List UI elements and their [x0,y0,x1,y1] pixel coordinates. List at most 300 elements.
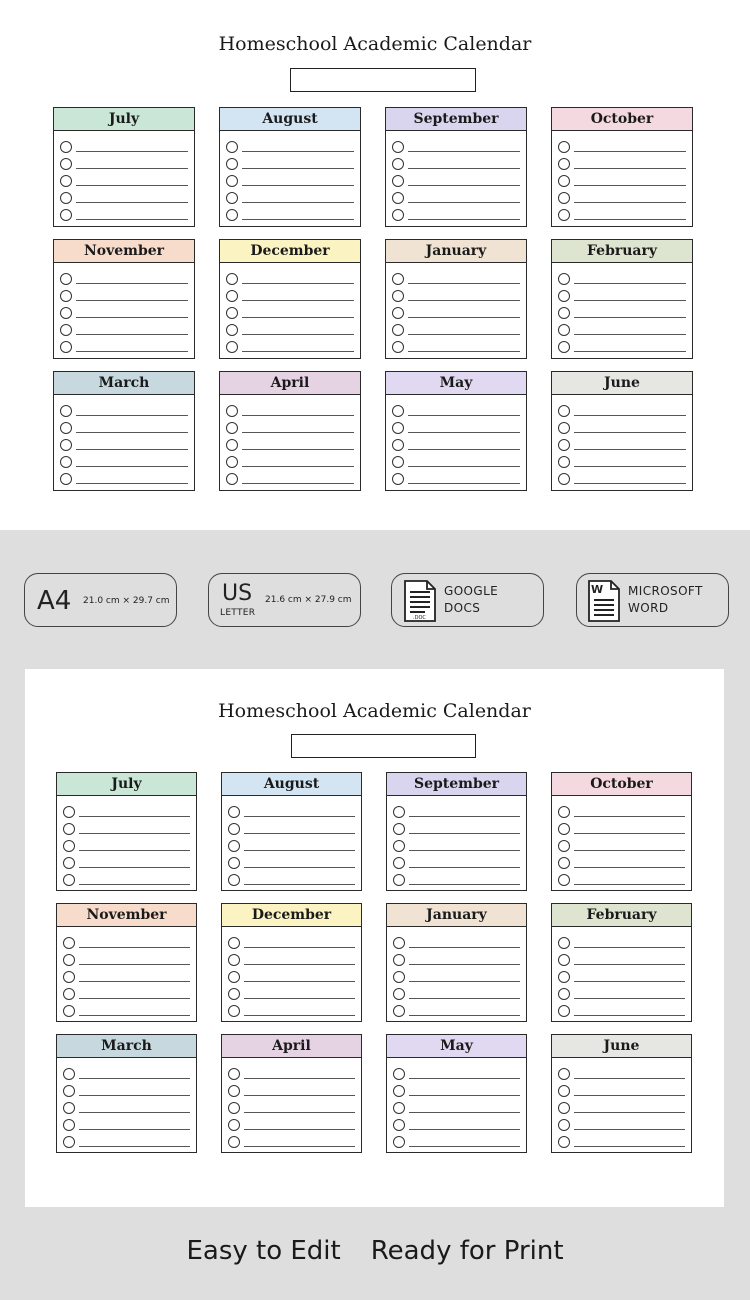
write-line[interactable] [408,334,520,335]
write-line[interactable] [76,219,188,220]
checkbox-circle-icon[interactable] [558,473,570,485]
checkbox-circle-icon[interactable] [558,1102,570,1114]
write-line[interactable] [76,415,188,416]
write-line[interactable] [76,300,188,301]
checkbox-circle-icon[interactable] [558,988,570,1000]
write-line[interactable] [574,415,686,416]
checkbox-circle-icon[interactable] [63,1068,75,1080]
checkbox-circle-icon[interactable] [392,341,404,353]
checkbox-circle-icon[interactable] [228,1005,240,1017]
checkbox-circle-icon[interactable] [63,840,75,852]
write-line[interactable] [574,317,686,318]
checkbox-circle-icon[interactable] [60,439,72,451]
checkbox-circle-icon[interactable] [558,405,570,417]
task-row [558,138,686,155]
task-row [558,803,685,820]
write-line[interactable] [574,981,685,982]
write-line[interactable] [408,185,520,186]
write-line[interactable] [242,219,354,220]
task-row [558,1134,685,1151]
checkbox-circle-icon[interactable] [393,1085,405,1097]
write-line[interactable] [79,816,190,817]
checkbox-circle-icon[interactable] [392,158,404,170]
write-line[interactable] [574,947,685,948]
task-row [558,419,686,436]
checkbox-circle-icon[interactable] [228,954,240,966]
checkbox-circle-icon[interactable] [60,324,72,336]
checkbox-circle-icon[interactable] [226,290,238,302]
write-line[interactable] [408,432,520,433]
write-line[interactable] [76,449,188,450]
task-list [552,927,691,1020]
task-list [57,796,196,889]
checkbox-circle-icon[interactable] [558,456,570,468]
checkbox-circle-icon[interactable] [60,456,72,468]
write-line[interactable] [408,351,520,352]
checkbox-circle-icon[interactable] [228,1119,240,1131]
task-row [228,1082,355,1099]
checkbox-circle-icon[interactable] [558,141,570,153]
task-row [558,1117,685,1134]
write-line[interactable] [574,185,686,186]
checkbox-circle-icon[interactable] [558,290,570,302]
checkbox-circle-icon[interactable] [228,1068,240,1080]
checkbox-circle-icon[interactable] [60,141,72,153]
task-row [558,1082,685,1099]
checkbox-circle-icon[interactable] [558,1005,570,1017]
write-line[interactable] [409,981,520,982]
write-line[interactable] [79,981,190,982]
checkbox-circle-icon[interactable] [226,209,238,221]
write-line[interactable] [408,151,520,152]
checkbox-circle-icon[interactable] [60,192,72,204]
task-row [60,138,188,155]
write-line[interactable] [574,816,685,817]
write-line[interactable] [242,185,354,186]
checkbox-circle-icon[interactable] [392,405,404,417]
task-row [228,820,355,837]
month-name: August [222,773,361,796]
task-row [60,322,188,339]
task-list [220,263,360,356]
checkbox-circle-icon[interactable] [392,307,404,319]
write-line[interactable] [79,833,190,834]
checkbox-circle-icon[interactable] [226,158,238,170]
checkbox-circle-icon[interactable] [228,1085,240,1097]
write-line[interactable] [244,981,355,982]
write-line[interactable] [409,884,520,885]
write-line[interactable] [574,1078,685,1079]
checkbox-circle-icon[interactable] [392,192,404,204]
checkbox-circle-icon[interactable] [60,273,72,285]
write-line[interactable] [76,317,188,318]
checkbox-circle-icon[interactable] [558,1085,570,1097]
month-card [56,772,197,891]
checkbox-circle-icon[interactable] [60,473,72,485]
write-line[interactable] [79,1129,190,1130]
write-line[interactable] [574,351,686,352]
month-name: February [552,240,692,263]
task-row [558,339,686,356]
write-line[interactable] [76,202,188,203]
checkbox-circle-icon[interactable] [558,158,570,170]
write-line[interactable] [409,1129,520,1130]
write-line[interactable] [244,1095,355,1096]
write-line[interactable] [408,317,520,318]
write-line[interactable] [76,151,188,152]
write-line[interactable] [574,432,686,433]
task-row [226,304,354,321]
checkbox-circle-icon[interactable] [558,209,570,221]
write-line[interactable] [244,850,355,851]
write-line[interactable] [79,850,190,851]
checkbox-circle-icon[interactable] [228,823,240,835]
write-line[interactable] [76,432,188,433]
write-line[interactable] [409,1095,520,1096]
checkbox-circle-icon[interactable] [558,1068,570,1080]
write-line[interactable] [79,884,190,885]
write-line[interactable] [244,1146,355,1147]
checkbox-circle-icon[interactable] [60,307,72,319]
checkbox-circle-icon[interactable] [226,439,238,451]
checkbox-circle-icon[interactable] [226,324,238,336]
write-line[interactable] [408,168,520,169]
checkbox-circle-icon[interactable] [558,806,570,818]
checkbox-circle-icon[interactable] [60,290,72,302]
month-card [385,107,527,227]
month-card [551,371,693,491]
write-line[interactable] [408,219,520,220]
checkbox-circle-icon[interactable] [393,1102,405,1114]
checkbox-circle-icon[interactable] [63,1102,75,1114]
write-line[interactable] [409,867,520,868]
calendar-preview-top [0,0,750,530]
write-line[interactable] [574,483,686,484]
write-line[interactable] [76,483,188,484]
checkbox-circle-icon[interactable] [226,405,238,417]
month-card [551,772,692,891]
write-line[interactable] [574,300,686,301]
checkbox-circle-icon[interactable] [228,840,240,852]
checkbox-circle-icon[interactable] [558,954,570,966]
write-line[interactable] [574,449,686,450]
task-row [228,837,355,854]
checkbox-circle-icon[interactable] [558,823,570,835]
checkbox-circle-icon[interactable] [63,937,75,949]
write-line[interactable] [244,998,355,999]
task-row [60,339,188,356]
checkbox-circle-icon[interactable] [226,422,238,434]
checkbox-circle-icon[interactable] [392,175,404,187]
checkbox-circle-icon[interactable] [392,290,404,302]
write-line[interactable] [244,1078,355,1079]
write-line[interactable] [244,964,355,965]
checkbox-circle-icon[interactable] [63,971,75,983]
checkbox-circle-icon[interactable] [63,857,75,869]
checkbox-circle-icon[interactable] [226,273,238,285]
checkbox-circle-icon[interactable] [558,971,570,983]
checkbox-circle-icon[interactable] [393,1068,405,1080]
write-line[interactable] [79,1095,190,1096]
write-line[interactable] [574,151,686,152]
task-row [226,471,354,488]
checkbox-circle-icon[interactable] [392,456,404,468]
write-line[interactable] [244,833,355,834]
calendar-title: Homeschool Academic Calendar [218,33,532,55]
checkbox-circle-icon[interactable] [558,273,570,285]
write-line[interactable] [242,283,354,284]
task-row [393,872,520,889]
checkbox-circle-icon[interactable] [226,175,238,187]
checkbox-circle-icon[interactable] [393,1136,405,1148]
write-line[interactable] [242,466,354,467]
write-line[interactable] [79,1078,190,1079]
checkbox-circle-icon[interactable] [558,192,570,204]
task-row [63,968,190,985]
checkbox-circle-icon[interactable] [392,141,404,153]
checkbox-circle-icon[interactable] [392,273,404,285]
write-line[interactable] [574,1015,685,1016]
write-line[interactable] [244,816,355,817]
checkbox-circle-icon[interactable] [558,341,570,353]
task-row [226,454,354,471]
checkbox-circle-icon[interactable] [226,456,238,468]
write-line[interactable] [574,283,686,284]
write-line[interactable] [574,168,686,169]
write-line[interactable] [76,168,188,169]
checkbox-circle-icon[interactable] [63,874,75,886]
checkbox-circle-icon[interactable] [393,857,405,869]
write-line[interactable] [79,964,190,965]
checkbox-circle-icon[interactable] [558,324,570,336]
checkbox-circle-icon[interactable] [393,937,405,949]
checkbox-circle-icon[interactable] [558,422,570,434]
write-line[interactable] [242,168,354,169]
write-line[interactable] [79,1015,190,1016]
checkbox-circle-icon[interactable] [393,823,405,835]
write-line[interactable] [574,998,685,999]
checkbox-circle-icon[interactable] [392,324,404,336]
task-list [552,131,692,224]
write-line[interactable] [408,466,520,467]
checkbox-circle-icon[interactable] [558,307,570,319]
checkbox-circle-icon[interactable] [558,857,570,869]
checkbox-circle-icon[interactable] [393,954,405,966]
write-line[interactable] [409,1015,520,1016]
month-card [551,1034,692,1153]
task-list [57,927,196,1020]
year-input-box[interactable] [290,68,476,92]
write-line[interactable] [409,833,520,834]
checkbox-circle-icon[interactable] [393,1119,405,1131]
write-line[interactable] [409,816,520,817]
write-line[interactable] [242,351,354,352]
checkbox-circle-icon[interactable] [60,158,72,170]
task-row [63,855,190,872]
task-row [558,190,686,207]
month-card [56,903,197,1022]
write-line[interactable] [574,1112,685,1113]
checkbox-circle-icon[interactable] [393,806,405,818]
checkbox-circle-icon[interactable] [558,937,570,949]
task-row [228,934,355,951]
write-line[interactable] [79,867,190,868]
checkbox-circle-icon[interactable] [228,1136,240,1148]
write-line[interactable] [244,1129,355,1130]
write-line[interactable] [242,334,354,335]
write-line[interactable] [408,202,520,203]
checkbox-circle-icon[interactable] [60,405,72,417]
checkbox-circle-icon[interactable] [63,806,75,818]
checkbox-circle-icon[interactable] [393,988,405,1000]
checkbox-circle-icon[interactable] [60,209,72,221]
checkbox-circle-icon[interactable] [228,874,240,886]
task-row [558,855,685,872]
checkbox-circle-icon[interactable] [228,806,240,818]
write-line[interactable] [408,283,520,284]
us-label: US [222,581,253,606]
checkbox-circle-icon[interactable] [63,823,75,835]
write-line[interactable] [574,219,686,220]
checkbox-circle-icon[interactable] [392,209,404,221]
write-line[interactable] [574,850,685,851]
year-input-box[interactable] [291,734,476,758]
write-line[interactable] [76,185,188,186]
write-line[interactable] [242,432,354,433]
checkbox-circle-icon[interactable] [228,1102,240,1114]
calendar-preview-bottom [25,669,724,1207]
checkbox-circle-icon[interactable] [393,874,405,886]
write-line[interactable] [76,466,188,467]
month-card [219,107,361,227]
write-line[interactable] [409,947,520,948]
write-line[interactable] [408,449,520,450]
checkbox-circle-icon[interactable] [393,971,405,983]
write-line[interactable] [574,867,685,868]
task-row [393,986,520,1003]
task-row [228,1003,355,1020]
month-name: November [57,904,196,927]
write-line[interactable] [409,850,520,851]
task-row [558,402,686,419]
write-line[interactable] [244,1112,355,1113]
task-row [393,820,520,837]
checkbox-circle-icon[interactable] [226,141,238,153]
checkbox-circle-icon[interactable] [226,341,238,353]
task-row [558,837,685,854]
write-line[interactable] [574,884,685,885]
month-name: December [220,240,360,263]
task-row [558,934,685,951]
task-row [63,1082,190,1099]
write-line[interactable] [79,998,190,999]
write-line[interactable] [244,884,355,885]
task-row [226,207,354,224]
write-line[interactable] [574,833,685,834]
write-line[interactable] [242,300,354,301]
task-row [228,803,355,820]
checkbox-circle-icon[interactable] [226,307,238,319]
checkbox-circle-icon[interactable] [392,422,404,434]
checkbox-circle-icon[interactable] [60,422,72,434]
write-line[interactable] [242,202,354,203]
checkbox-circle-icon[interactable] [558,1119,570,1131]
write-line[interactable] [244,867,355,868]
task-row [228,872,355,889]
checkbox-circle-icon[interactable] [558,439,570,451]
checkbox-circle-icon[interactable] [228,971,240,983]
write-line[interactable] [242,449,354,450]
write-line[interactable] [244,1015,355,1016]
checkbox-circle-icon[interactable] [393,840,405,852]
task-row [392,419,520,436]
write-line[interactable] [408,300,520,301]
write-line[interactable] [408,483,520,484]
write-line[interactable] [244,947,355,948]
write-line[interactable] [574,1146,685,1147]
checkbox-circle-icon[interactable] [558,175,570,187]
checkbox-circle-icon[interactable] [393,1005,405,1017]
checkbox-circle-icon[interactable] [63,1005,75,1017]
task-row [558,820,685,837]
checkbox-circle-icon[interactable] [226,473,238,485]
write-line[interactable] [79,947,190,948]
write-line[interactable] [574,202,686,203]
write-line[interactable] [79,1146,190,1147]
write-line[interactable] [409,1112,520,1113]
checkbox-circle-icon[interactable] [63,1085,75,1097]
write-line[interactable] [76,334,188,335]
write-line[interactable] [574,964,685,965]
write-line[interactable] [242,415,354,416]
write-line[interactable] [574,466,686,467]
write-line[interactable] [242,483,354,484]
month-card [53,371,195,491]
a4-dimensions: 21.0 cm × 29.7 cm [83,596,170,606]
checkbox-circle-icon[interactable] [63,988,75,1000]
write-line[interactable] [76,351,188,352]
write-line[interactable] [409,1146,520,1147]
write-line[interactable] [574,1095,685,1096]
checkbox-circle-icon[interactable] [226,192,238,204]
checkbox-circle-icon[interactable] [228,937,240,949]
write-line[interactable] [76,283,188,284]
checkbox-circle-icon[interactable] [60,175,72,187]
checkbox-circle-icon[interactable] [558,1136,570,1148]
write-line[interactable] [242,317,354,318]
checkbox-circle-icon[interactable] [63,1119,75,1131]
write-line[interactable] [408,415,520,416]
checkbox-circle-icon[interactable] [392,473,404,485]
write-line[interactable] [574,1129,685,1130]
write-line[interactable] [409,1078,520,1079]
task-row [392,471,520,488]
checkbox-circle-icon[interactable] [558,874,570,886]
checkbox-circle-icon[interactable] [392,439,404,451]
write-line[interactable] [79,1112,190,1113]
write-line[interactable] [242,151,354,152]
write-line[interactable] [574,334,686,335]
task-row [226,172,354,189]
checkbox-circle-icon[interactable] [228,988,240,1000]
checkbox-circle-icon[interactable] [60,341,72,353]
checkbox-circle-icon[interactable] [558,840,570,852]
write-line[interactable] [409,964,520,965]
checkbox-circle-icon[interactable] [63,1136,75,1148]
checkbox-circle-icon[interactable] [228,857,240,869]
checkbox-circle-icon[interactable] [63,954,75,966]
write-line[interactable] [409,998,520,999]
